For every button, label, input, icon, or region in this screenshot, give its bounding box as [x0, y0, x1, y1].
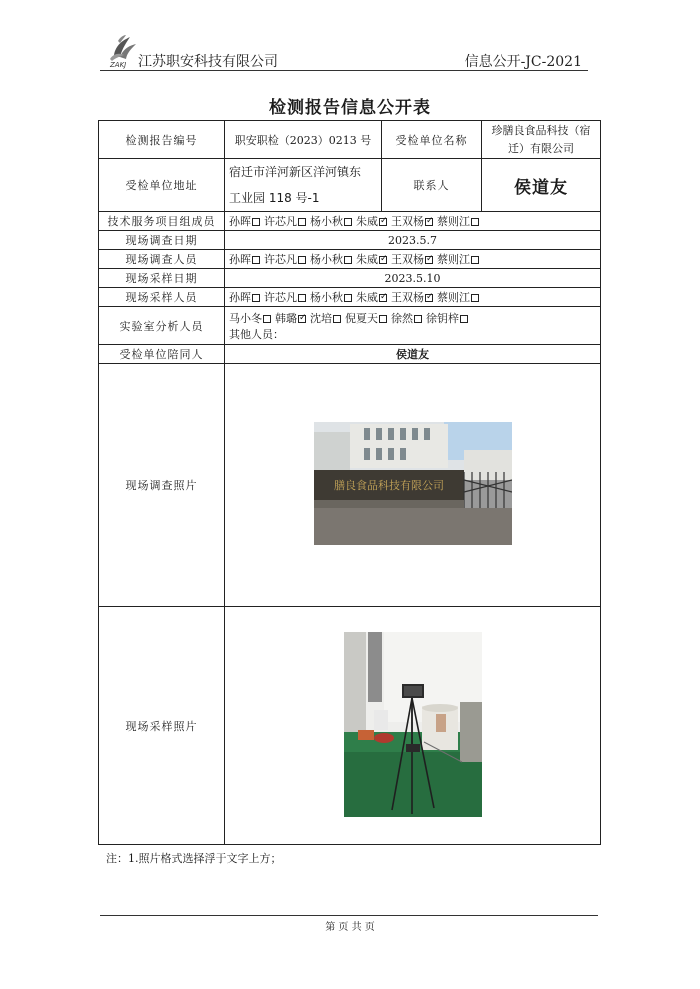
person-name: 倪夏天 [345, 311, 378, 325]
client-name-value: 珍膳良食品科技（宿迁）有限公司 [482, 121, 601, 159]
unchecked-checkbox-icon [460, 315, 468, 323]
unchecked-checkbox-icon [344, 294, 352, 302]
table-row [99, 159, 601, 212]
person-name: 朱威 [356, 253, 378, 266]
sampling-photo-cell [225, 607, 601, 845]
person-name: 杨小秋 [310, 215, 343, 228]
person-name: 朱威 [356, 215, 378, 228]
person-name: 徐钥梓 [426, 311, 459, 325]
team-members [225, 212, 601, 231]
report-no-label: 检测报告编号 [99, 121, 225, 159]
person-name: 孙晖 [229, 253, 251, 266]
unchecked-checkbox-icon [298, 294, 306, 302]
person-name: 蔡则江 [437, 215, 470, 228]
info-table [98, 120, 601, 845]
person-name: 王双杨 [391, 291, 424, 304]
escort-value: 侯道友 [225, 345, 601, 364]
logo-text: ZAKJ [110, 61, 127, 69]
unchecked-checkbox-icon [252, 218, 260, 226]
table-row [99, 345, 601, 364]
person-name: 王双杨 [391, 253, 424, 266]
person-name: 许芯凡 [264, 215, 297, 228]
unchecked-checkbox-icon [471, 218, 479, 226]
sampling-date-label: 现场采样日期 [99, 269, 225, 288]
lab-label: 实验室分析人员 [99, 307, 225, 345]
survey-staff [225, 250, 601, 269]
team-label: 技术服务项目组成员 [99, 212, 225, 231]
survey-staff-label: 现场调查人员 [99, 250, 225, 269]
page-title: 检测报告信息公开表 [269, 98, 431, 118]
contact-label: 联系人 [382, 159, 482, 212]
unchecked-checkbox-icon [344, 218, 352, 226]
unchecked-checkbox-icon [471, 256, 479, 264]
survey-date-value: 2023.5.7 [225, 231, 601, 250]
table-row [99, 288, 601, 307]
person-name: 蔡则江 [437, 253, 470, 266]
document-code: 信息公开-JC-2021 [464, 54, 582, 70]
checked-checkbox-icon [379, 256, 387, 264]
checked-checkbox-icon [425, 294, 433, 302]
header-divider [100, 70, 588, 71]
company-name: 江苏职安科技有限公司 [138, 54, 278, 70]
address-label: 受检单位地址 [99, 159, 225, 212]
page-number: 第 页 共 页 [325, 922, 375, 933]
survey-date-label: 现场调查日期 [99, 231, 225, 250]
lab-others-label: 其他人员： [229, 327, 284, 341]
survey-photo-cell [225, 364, 601, 607]
escort-label: 受检单位陪同人 [99, 345, 225, 364]
sampling-photo [344, 632, 482, 817]
lab-staff-cell [225, 307, 601, 345]
person-name: 许芯凡 [264, 253, 297, 266]
unchecked-checkbox-icon [298, 256, 306, 264]
company-sign-text: 膳良食品科技有限公司 [333, 479, 444, 492]
client-name-label: 受检单位名称 [382, 121, 482, 159]
unchecked-checkbox-icon [333, 315, 341, 323]
checked-checkbox-icon [298, 315, 306, 323]
person-name: 韩璐 [275, 311, 297, 325]
table-row [99, 364, 601, 607]
unchecked-checkbox-icon [414, 315, 422, 323]
report-no-value: 职安职检（2023）0213 号 [225, 121, 382, 159]
person-name: 孙晖 [229, 215, 251, 228]
table-row [99, 607, 601, 845]
person-name: 许芯凡 [264, 291, 297, 304]
unchecked-checkbox-icon [263, 315, 271, 323]
sampling-staff [225, 288, 601, 307]
footer-divider [100, 915, 598, 916]
person-name: 沈培 [310, 311, 332, 325]
table-row [99, 269, 601, 288]
sampling-photo-label: 现场采样照片 [99, 607, 225, 845]
contact-value: 侯道友 [482, 159, 601, 212]
page-header [100, 33, 588, 71]
person-name: 杨小秋 [310, 253, 343, 266]
sampling-date-value: 2023.5.10 [225, 269, 601, 288]
checked-checkbox-icon [425, 218, 433, 226]
table-row [99, 250, 601, 269]
person-name: 朱威 [356, 291, 378, 304]
lab-staff [229, 310, 596, 326]
unchecked-checkbox-icon [252, 256, 260, 264]
unchecked-checkbox-icon [252, 294, 260, 302]
address-line-1: 宿迁市洋河新区洋河镇东 [229, 165, 362, 179]
survey-photo-label: 现场调查照片 [99, 364, 225, 607]
unchecked-checkbox-icon [379, 315, 387, 323]
person-name: 孙晖 [229, 291, 251, 304]
footnote: 注：1.照片格式选择浮于文字上方； [106, 852, 282, 865]
checked-checkbox-icon [425, 256, 433, 264]
person-name: 徐然 [391, 311, 413, 325]
table-row [99, 231, 601, 250]
person-name: 马小冬 [229, 311, 262, 325]
survey-photo [314, 422, 512, 545]
table-row [99, 212, 601, 231]
unchecked-checkbox-icon [471, 294, 479, 302]
unchecked-checkbox-icon [298, 218, 306, 226]
person-name: 蔡则江 [437, 291, 470, 304]
table-row [99, 121, 601, 159]
checked-checkbox-icon [379, 294, 387, 302]
person-name: 杨小秋 [310, 291, 343, 304]
sampling-staff-label: 现场采样人员 [99, 288, 225, 307]
unchecked-checkbox-icon [344, 256, 352, 264]
person-name: 王双杨 [391, 215, 424, 228]
checked-checkbox-icon [379, 218, 387, 226]
address-line-2: 工业园 118 号-1 [229, 191, 320, 205]
address-value [225, 159, 382, 212]
table-row [99, 307, 601, 345]
